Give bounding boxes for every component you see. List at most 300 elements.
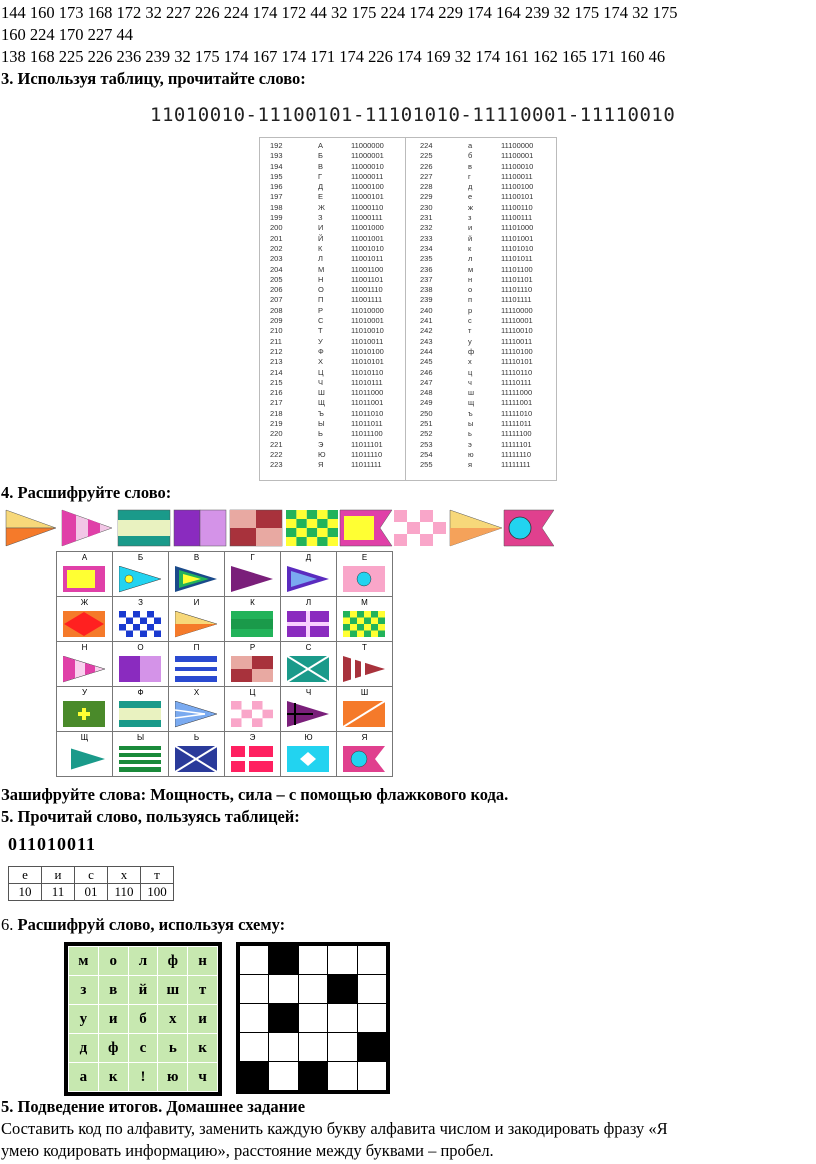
code-table-cell: 208 (270, 305, 283, 315)
code-table-cell: 11101111 (501, 295, 532, 305)
flag-letter: Н (81, 643, 88, 652)
mask-cell (240, 946, 269, 975)
mask-cell (357, 946, 386, 975)
code-table-cell: 254 (420, 449, 433, 459)
code-table-cell: 11000110 (351, 202, 384, 212)
flag-icon (343, 611, 386, 638)
code-table-row (260, 151, 411, 161)
code-table-row (260, 460, 411, 470)
code-table-cell: 202 (270, 243, 283, 253)
code-table-cell: 229 (420, 192, 433, 202)
code-table-row (260, 172, 411, 182)
flag-icon (175, 656, 218, 683)
code-table-cell: 247 (420, 377, 433, 387)
task4-title: 4. Расшифруйте слово: (1, 483, 172, 502)
flag-cell (225, 642, 281, 687)
code-table-cell: ш (468, 388, 475, 398)
code-table-cell: 252 (420, 429, 433, 439)
flag-letter: А (81, 553, 88, 562)
code-table-cell: Б (318, 151, 323, 161)
flag-letter: Ш (360, 688, 369, 697)
flag-letter: Д (305, 553, 312, 562)
flag-letter: Ю (304, 733, 313, 742)
flag-8 (394, 510, 446, 546)
code-table-cell: 11111010 (501, 408, 533, 418)
flag-1 (6, 510, 56, 546)
code-table-cell: 11100100 (501, 182, 534, 192)
code-table-cell: 236 (420, 264, 433, 274)
code-table-row (260, 337, 411, 347)
letter-cell: к (188, 1034, 218, 1063)
code-table-cell: 217 (270, 398, 283, 408)
code-table-cell: 212 (270, 346, 283, 356)
code-table-cell: 194 (270, 161, 283, 171)
code-table-row (260, 162, 411, 172)
code-table-cell: ц (468, 367, 473, 377)
code-table-cell: 233 (420, 233, 433, 243)
code-table-row (410, 234, 561, 244)
code-table-cell: 230 (420, 202, 433, 212)
letter-row (69, 947, 218, 976)
code-table-cell: 11010001 (351, 316, 384, 326)
flag-cell (169, 642, 225, 687)
code-table-divider (405, 138, 406, 480)
code-cell: 110 (108, 884, 141, 901)
code-table-row (410, 429, 561, 439)
legend-row (57, 597, 393, 642)
flag-letter: Ы (136, 733, 145, 742)
code-table-cell: 11010000 (351, 305, 384, 315)
code-table-cell: Л (318, 254, 323, 264)
code-table-cell: 253 (420, 439, 433, 449)
flag-icon (343, 701, 386, 728)
flag-cell (57, 732, 113, 777)
code-table-cell: 228 (420, 182, 433, 192)
code-table-cell: 241 (420, 316, 433, 326)
intro-line-1: 144 160 173 168 172 32 227 226 224 174 172 44 32 175 224 174 229 174 164 239 32 175 174 32 175 (1, 3, 678, 22)
letter-cell: л (128, 947, 158, 976)
legend-row (57, 732, 393, 777)
letter-cell: ш (158, 976, 188, 1005)
header-cell: и (42, 867, 75, 884)
code-table-cell: Ь (318, 429, 323, 439)
code-table-cell: й (468, 233, 473, 243)
code-table-cell: 11100111 (501, 213, 533, 223)
code-table-cell: 11001001 (351, 233, 384, 243)
flag-icon (287, 746, 330, 773)
mask-cell (298, 1004, 327, 1033)
code-table-cell: б (468, 151, 473, 161)
code-table-cell: 221 (270, 439, 283, 449)
code-table-row (260, 244, 411, 254)
code-table-cell: 11000010 (351, 161, 384, 171)
task5-title: 5. Прочитай слово, пользуясь таблицей: (1, 807, 300, 826)
flag-letter: Я (361, 733, 368, 742)
code-table-cell: П (318, 295, 324, 305)
code-table-cell: 11110000 (501, 305, 533, 315)
flag-cell (169, 552, 225, 597)
code-table-cell: 240 (420, 305, 433, 315)
mask-row (240, 1062, 387, 1091)
code-table-cell: Р (318, 305, 324, 315)
flag-letter: Б (137, 553, 144, 562)
flag-cell (113, 642, 169, 687)
flag-5 (230, 510, 282, 546)
code-table-row (410, 203, 561, 213)
code-table-cell: Т (318, 326, 323, 336)
code-table-row (410, 337, 561, 347)
code-table-cell: Я (318, 460, 324, 470)
mask-cell (240, 1033, 269, 1062)
code-table-cell: 215 (270, 377, 283, 387)
mask-cell (357, 975, 386, 1004)
code-table-cell: Д (318, 182, 324, 192)
flag-letter: Х (193, 688, 200, 697)
code-table-cell: 11110100 (501, 346, 533, 356)
flag-cell (57, 642, 113, 687)
code-table-cell: и (468, 223, 473, 233)
code-table-cell: м (468, 264, 474, 274)
flag-letter: С (305, 643, 312, 652)
flag-4 (174, 510, 226, 546)
code-table-cell: Ы (318, 419, 325, 429)
letter-cell: ч (188, 1063, 218, 1092)
code-table-row (260, 440, 411, 450)
code-table-cell: 196 (270, 182, 283, 192)
code-table-cell: 223 (270, 460, 283, 470)
code-cell: 10 (9, 884, 42, 901)
flag-icon (63, 566, 106, 593)
code-table-row (260, 347, 411, 357)
flag-cell (281, 687, 337, 732)
task6-number: 6. (1, 915, 14, 934)
code-table-row (410, 244, 561, 254)
code-table-cell: 11111001 (501, 398, 533, 408)
code-table-cell: Ч (318, 377, 323, 387)
code-table-cell: ы (468, 419, 474, 429)
flag-cell (57, 687, 113, 732)
mask-cell (240, 1004, 269, 1033)
code-table-cell: э (468, 439, 472, 449)
code-table-row (260, 357, 411, 367)
letter-cell: и (98, 1005, 128, 1034)
code-table-cell: 225 (420, 151, 433, 161)
flag-icon (119, 611, 162, 638)
letter-cell: у (69, 1005, 99, 1034)
code-table-cell: 226 (420, 161, 433, 171)
code-table-cell: ь (468, 429, 472, 439)
flag-cell (113, 687, 169, 732)
code-table-row (260, 388, 411, 398)
code-table-cell: 11100110 (501, 202, 533, 212)
code-table-cell: 201 (270, 233, 283, 243)
code-table-cell: 11010010 (351, 326, 384, 336)
code-table-cell: Ъ (318, 408, 324, 418)
flag-cell (169, 687, 225, 732)
code-table-cell: 207 (270, 295, 283, 305)
flag-letter: Ц (249, 688, 256, 697)
code-table-row (410, 357, 561, 367)
code-table-cell: 250 (420, 408, 433, 418)
flag-icon (63, 656, 106, 683)
code-table-cell: з (468, 213, 472, 223)
letter-cell: а (69, 1063, 99, 1092)
letter-cell: ! (128, 1063, 158, 1092)
code-table-cell: 218 (270, 408, 283, 418)
code-table-cell: р (468, 305, 473, 315)
code-table-cell: 11100001 (501, 151, 534, 161)
mask-row (240, 1004, 387, 1033)
code-table-row (260, 234, 411, 244)
code-table-left (260, 141, 411, 471)
mask-cell (240, 1062, 269, 1091)
mask-cell (269, 975, 298, 1004)
flag-cell (281, 552, 337, 597)
legend-row (57, 687, 393, 732)
legend-row (57, 552, 393, 597)
code-table-cell: ж (468, 202, 474, 212)
mask-row (240, 975, 387, 1004)
code-table-cell: 11011110 (351, 449, 383, 459)
code-table-cell: д (468, 182, 473, 192)
flag-icon (231, 611, 274, 638)
letter-cell: в (98, 976, 128, 1005)
code-table-right (410, 141, 561, 471)
code-table-cell: 11000001 (351, 151, 384, 161)
intro-line-3: 138 168 225 226 236 239 32 175 174 167 174 171 174 226 174 169 32 174 161 162 165 171 160 46 (1, 47, 666, 66)
code-table-cell: 219 (270, 419, 283, 429)
letter-row (69, 1063, 218, 1092)
letter-cell: д (69, 1034, 99, 1063)
header-cell: с (75, 867, 108, 884)
code-table-row (410, 162, 561, 172)
flag-cell (57, 597, 113, 642)
flag-letter: Ф (137, 688, 144, 697)
code-table-row (410, 213, 561, 223)
code-table-cell: 214 (270, 367, 283, 377)
flag-letter: У (81, 688, 88, 697)
code-table-cell: п (468, 295, 473, 305)
code-table-cell: Ф (318, 346, 324, 356)
code-table-cell: У (318, 336, 323, 346)
intro-line-2: 160 224 170 227 44 (1, 25, 133, 44)
code-table-row (410, 265, 561, 275)
letter-cell: н (188, 947, 218, 976)
flag-icon (175, 701, 218, 728)
code-table-row (260, 316, 411, 326)
code-table-cell: 11101101 (501, 274, 533, 284)
code-table-cell: 198 (270, 202, 283, 212)
code-table-cell: 234 (420, 243, 433, 253)
flag-strip (4, 508, 554, 553)
code-table-cell: 227 (420, 171, 433, 181)
code-table-row (260, 254, 411, 264)
code-table-cell: С (318, 316, 324, 326)
code-table-cell: у (468, 336, 472, 346)
code-table-row (410, 419, 561, 429)
code-table-cell: 11010110 (351, 367, 384, 377)
code-table-cell: И (318, 223, 324, 233)
code-table-cell: 11000100 (351, 182, 384, 192)
flag-7 (340, 510, 392, 546)
mask-cell (269, 946, 298, 975)
flag-letter: Л (305, 598, 312, 607)
flag-cell (337, 597, 393, 642)
flag-icon (175, 566, 218, 593)
flag-cell (281, 642, 337, 687)
code-table-cell: 11111111 (501, 460, 531, 470)
code-table-row (260, 275, 411, 285)
mask-cell (240, 975, 269, 1004)
code-table-cell: 11010111 (351, 377, 383, 387)
flag-cell (281, 597, 337, 642)
code-table-cell: 237 (420, 274, 433, 284)
legend-row (57, 642, 393, 687)
task4-encode: Зашифруйте слова: Мощность, сила – с помощью флажкового кода. (1, 785, 509, 804)
code-table-cell: 11110110 (501, 367, 533, 377)
code-table-cell: 193 (270, 151, 283, 161)
code-table-cell: к (468, 243, 472, 253)
mask-row (240, 946, 387, 975)
letter-cell: к (98, 1063, 128, 1092)
code-table-row (410, 440, 561, 450)
flag-icon (63, 611, 106, 638)
flag-cell (337, 552, 393, 597)
task5-binary: 011010011 (8, 834, 97, 854)
code-table-cell: 11011111 (351, 460, 382, 470)
flag-icon (287, 566, 330, 593)
code-table-row (410, 398, 561, 408)
letter-cell: м (69, 947, 99, 976)
mask-cell (298, 1062, 327, 1091)
code-table-cell: я (468, 460, 473, 470)
code-table-cell: 11011101 (351, 439, 383, 449)
code-table-cell: 11010101 (351, 357, 384, 367)
code-table-cell: Э (318, 439, 324, 449)
code-table-row (410, 460, 561, 470)
code-table-cell: М (318, 264, 325, 274)
letter-cell: с (128, 1034, 158, 1063)
code-table-cell: 205 (270, 274, 283, 284)
code-table-cell: О (318, 285, 324, 295)
code-table-row (260, 398, 411, 408)
code-table-cell: 224 (420, 141, 433, 150)
flag-icon (287, 701, 330, 728)
code-table-cell: 11011010 (351, 408, 384, 418)
code-table-cell: г (468, 171, 471, 181)
code-table-cell: Ш (318, 388, 325, 398)
code-table-cell: 245 (420, 357, 433, 367)
code-table-cell: 11101000 (501, 223, 534, 233)
code-table-cell: 11000101 (351, 192, 384, 202)
flag-icon (63, 746, 106, 773)
code-table (259, 137, 557, 481)
code-table-cell: ф (468, 346, 475, 356)
code-table-cell: 195 (270, 171, 283, 181)
code-table-cell: 243 (420, 336, 433, 346)
code-table-cell: Х (318, 357, 324, 367)
code-table-row (410, 141, 561, 151)
code-table-cell: Й (318, 233, 324, 243)
code-table-small (8, 866, 174, 901)
code-table-row (260, 409, 411, 419)
code-table-cell: 11011000 (351, 388, 384, 398)
code-table-row (260, 203, 411, 213)
flag-3 (118, 510, 170, 546)
code-table-cell: 11000111 (351, 213, 383, 223)
header-cell: т (141, 867, 174, 884)
flag-icon (119, 746, 162, 773)
task6-heading (1, 914, 285, 936)
code-table-cell: Ж (318, 202, 325, 212)
flag-2 (62, 510, 112, 546)
code-table-cell: 11001101 (351, 274, 384, 284)
code-table-cell: л (468, 254, 473, 264)
flag-letter: Ь (193, 733, 200, 742)
mask-cell (357, 1062, 386, 1091)
code-table-cell: 222 (270, 449, 283, 459)
code-table-cell: 11000000 (351, 141, 384, 150)
code-table-cell: а (468, 141, 473, 150)
code-table-cell: ч (468, 377, 472, 387)
code-table-cell: с (468, 316, 472, 326)
letter-cell: х (158, 1005, 188, 1034)
letter-cell: т (188, 976, 218, 1005)
code-table-cell: в (468, 161, 472, 171)
code-table-cell: 11011011 (351, 419, 383, 429)
code-table-cell: Н (318, 274, 324, 284)
code-table-cell: 11001100 (351, 264, 384, 274)
code-table-cell: 11001011 (351, 254, 384, 264)
task3-title: 3. Используя таблицу, прочитайте слово: (1, 69, 306, 88)
code-table-cell: щ (468, 398, 475, 408)
task3-binary: 11010010-11100101-11101010-11110001-11110010 (150, 104, 676, 126)
code-table-row (410, 285, 561, 295)
code-table-cell: ъ (468, 408, 473, 418)
flag-icon (119, 566, 162, 593)
code-table-cell: 11100010 (501, 161, 534, 171)
code-table-cell: 11111110 (501, 449, 532, 459)
letter-cell: ь (158, 1034, 188, 1063)
flag-cell (225, 597, 281, 642)
letter-cell: ю (158, 1063, 188, 1092)
code-cell: 01 (75, 884, 108, 901)
code-table-cell: 231 (420, 213, 433, 223)
code-table-row (410, 192, 561, 202)
code-table-cell: 249 (420, 398, 433, 408)
flag-cell (337, 687, 393, 732)
code-table-row (410, 254, 561, 264)
flag-icon (231, 701, 274, 728)
code-table-row (410, 326, 561, 336)
flag-letter: З (138, 598, 143, 607)
code-table-cell: 209 (270, 316, 283, 326)
task6-title: Расшифруй слово, используя схему: (13, 915, 286, 934)
code-table-cell: 11110001 (501, 316, 533, 326)
summary-text-2: умею кодировать информацию», расстояние между буквами – пробел. (1, 1141, 494, 1160)
flag-cell (113, 597, 169, 642)
flag-6 (286, 510, 338, 546)
flag-legend (56, 551, 393, 777)
code-table-row (410, 368, 561, 378)
code-table-cell: Щ (318, 398, 326, 408)
code-table-cell: 232 (420, 223, 433, 233)
flag-letter: В (193, 553, 200, 562)
code-table-cell: К (318, 243, 323, 253)
flag-letter: Е (361, 553, 368, 562)
code-table-cell: 11100011 (501, 171, 533, 181)
code-table-row (410, 172, 561, 182)
